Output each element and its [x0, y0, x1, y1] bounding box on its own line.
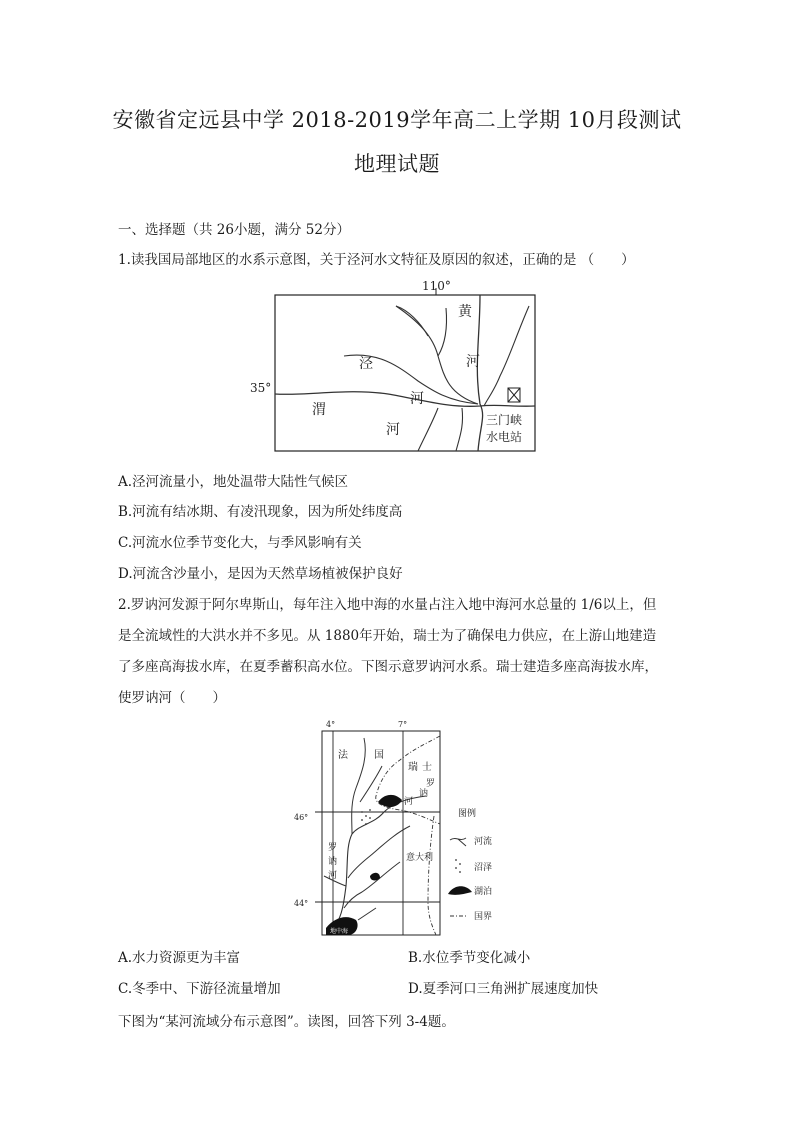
- question-1-stem: 1.读我国局部地区的水系示意图，关于泾河水文特征及原因的叙述，正确的是 （ ）: [118, 252, 635, 268]
- tributary-north: [360, 766, 382, 802]
- yellow-river-tributary: [484, 306, 529, 406]
- label-wei: 渭: [312, 402, 326, 418]
- legend-marsh-symbol: [455, 859, 461, 873]
- longitude-label: 110°: [422, 279, 451, 293]
- map-rhone-river: [290, 716, 520, 938]
- label-sanmenxia: 三门峡: [486, 413, 523, 427]
- label-rhone-l3: 河: [328, 871, 338, 881]
- label-italy: 意大利: [406, 853, 434, 863]
- map-frame: [275, 295, 535, 451]
- document-subtitle: 地理试题: [354, 152, 440, 176]
- label-station: 水电站: [486, 430, 523, 444]
- label-jing: 泾: [359, 356, 373, 372]
- label-rhone-r3: 河: [404, 797, 414, 807]
- q2-option-b: B.水位季节变化减小: [408, 950, 531, 966]
- document-title: 安徽省定远县中学 2018-2019学年高二上学期 10月段测试: [112, 108, 682, 132]
- question-2-stem-line2: 是全流域性的大洪水并不多见。从 1880年开始，瑞士为了确保电力供应，在上游山地建造: [118, 628, 657, 644]
- q2-option-d: D.夏季河口三角洲扩展速度加快: [408, 981, 599, 997]
- label-swiss-2: 士: [422, 762, 432, 773]
- label-rhone-r2: 讷: [419, 789, 429, 799]
- lon-label-4: 4°: [326, 720, 336, 729]
- section-heading: 一、选择题（共 26小题，满分 52分）: [118, 222, 350, 238]
- legend-border-label: 国界: [474, 912, 493, 922]
- jing-river-branch: [438, 308, 447, 356]
- label-france-2: 国: [374, 750, 384, 761]
- label-rhone-l1: 罗: [328, 843, 338, 853]
- legend-lake-label: 湖泊: [474, 887, 493, 897]
- label-he-yellow: 河: [466, 354, 480, 370]
- label-he-jing: 河: [410, 391, 424, 407]
- lon-label-7: 7°: [398, 720, 408, 729]
- label-mediterranean: 地中海: [330, 928, 349, 935]
- lat-label-46: 46°: [294, 813, 309, 822]
- label-rhone-r1: 罗: [426, 779, 436, 789]
- yellow-river: [477, 295, 482, 451]
- q2-option-a: A.水力资源更为丰富: [118, 950, 241, 966]
- saone-river: [352, 738, 366, 834]
- label-huang: 黄: [458, 304, 472, 320]
- legend-marsh-label: 沼泽: [474, 863, 493, 873]
- legend-title: 图例: [458, 809, 477, 819]
- question-2-stem-line4: 使罗讷河（ ）: [118, 690, 226, 706]
- label-he-wei: 河: [386, 422, 400, 438]
- tributary-south: [344, 862, 400, 908]
- map-jing-river: [248, 276, 548, 456]
- q1-option-b: B.河流有结冰期、有凌汛现象，因为所处纬度高: [118, 504, 403, 520]
- question-2-stem-line1: 2.罗讷河发源于阿尔卑斯山，每年注入地中海的水量占注入地中海河水总量的 1/6以上，但: [118, 597, 657, 613]
- q1-option-d: D.河流含沙量小，是因为天然草场植被保护良好: [118, 566, 403, 582]
- label-swiss-1: 瑞: [408, 762, 418, 773]
- lat-label-44: 44°: [294, 899, 309, 908]
- latitude-label: 35°: [250, 381, 272, 395]
- tributary-east: [348, 826, 410, 878]
- q2-option-c: C.冬季中、下游径流量增加: [118, 981, 281, 997]
- question-3-intro: 下图为“某河流域分布示意图”。读图，回答下列 3-4题。: [118, 1014, 455, 1030]
- tributary-small: [358, 908, 376, 920]
- legend-river-symbol: [450, 838, 466, 846]
- jing-river-tributary: [396, 306, 428, 336]
- legend-river-label: 河流: [474, 837, 493, 847]
- q1-option-c: C.河流水位季节变化大，与季风影响有关: [118, 535, 362, 551]
- national-border-south: [428, 816, 436, 935]
- wei-river-tributary: [418, 408, 438, 451]
- legend-lake-symbol: [448, 886, 472, 895]
- label-rhone-l2: 讷: [328, 857, 338, 867]
- label-france-1: 法: [338, 750, 348, 761]
- q1-option-a: A.泾河流量小，地处温带大陆性气候区: [118, 474, 349, 490]
- wei-river-branch: [456, 408, 463, 451]
- question-2-stem-line3: 了多座高海拔水库，在夏季蓄积高水位。下图示意罗讷河水系。瑞士建造多座高海拔水库，: [118, 659, 658, 675]
